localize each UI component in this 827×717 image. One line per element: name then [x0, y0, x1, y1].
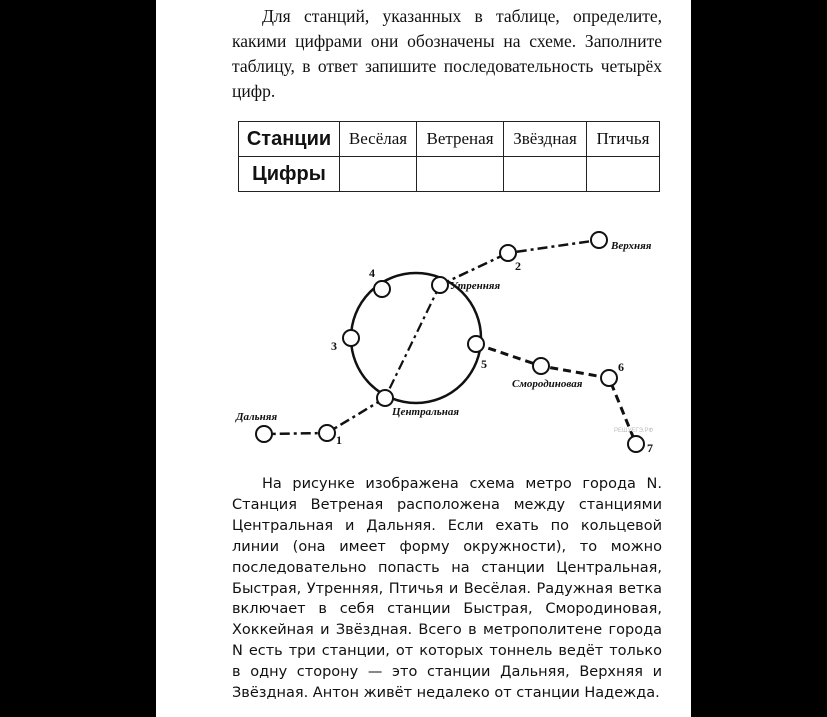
stations-header: Станции: [239, 122, 340, 157]
number-4: 4: [369, 266, 375, 280]
label-tsentralnaya: Центральная: [392, 406, 460, 418]
ring-line: [351, 273, 481, 403]
number-3: 3: [331, 339, 337, 353]
station-5: [468, 336, 484, 352]
label-utrennyaya: Утренняя: [450, 280, 501, 292]
number-5: 5: [481, 357, 487, 371]
number-7: 7: [647, 441, 653, 455]
right-branch-line: [476, 344, 636, 444]
number-6: 6: [618, 360, 624, 374]
station-utrennyaya: [432, 277, 448, 293]
station-cell: Весёлая: [340, 122, 417, 157]
station-verkhnyaya: [591, 232, 607, 248]
station-7: [628, 436, 644, 452]
station-cell: Ветреная: [417, 122, 504, 157]
watermark: РЕШУЕГЭ.РФ: [614, 428, 654, 434]
label-smorodinovaya: Смородиновая: [512, 378, 583, 390]
station-2: [500, 245, 516, 261]
label-verkhnyaya: Верхняя: [611, 240, 652, 252]
task-body-text: На рисунке изображена схема метро города N. Станция Ветреная расположена между станциями Центральная и Дальняя. Если ехать по кольцевой линии (она имеет форму окружности), то можно последовательно попасть на станции Центральная, Быстрая, Утренняя, Птичья и Весёлая. Радужная ветка включает в себя станции Быстрая, Смородиновая, Хоккейная и Звёздная. Всего в метрополитене города N есть три станции, от которых тоннель ведёт только в одну сторону — это станции Дальняя, Верхняя и Звёздная. Антон живёт недалеко от станции Надежда.: [232, 476, 662, 702]
label-dalnyaya: Дальняя: [236, 411, 278, 423]
task-instruction: Для станций, указанных в таблице, определите, какими цифрами они обозначены на схеме. Заполните таблицу, в ответ запишите последовательность четырёх цифр.: [232, 6, 662, 101]
station-dalnyaya: [256, 426, 272, 442]
number-1: 1: [336, 433, 342, 447]
center-line: [385, 285, 440, 398]
metro-scheme: [156, 0, 691, 470]
station-cell: Птичья: [587, 122, 660, 157]
station-3: [343, 330, 359, 346]
document-page: [156, 0, 691, 717]
station-1: [319, 425, 335, 441]
station-6: [601, 370, 617, 386]
station-4: [374, 281, 390, 297]
number-2: 2: [515, 259, 521, 273]
station-cell: Звёздная: [504, 122, 587, 157]
digits-header: Цифры: [239, 157, 340, 192]
station-tsentralnaya: [377, 390, 393, 406]
station-smorodinovaya: [533, 358, 549, 374]
